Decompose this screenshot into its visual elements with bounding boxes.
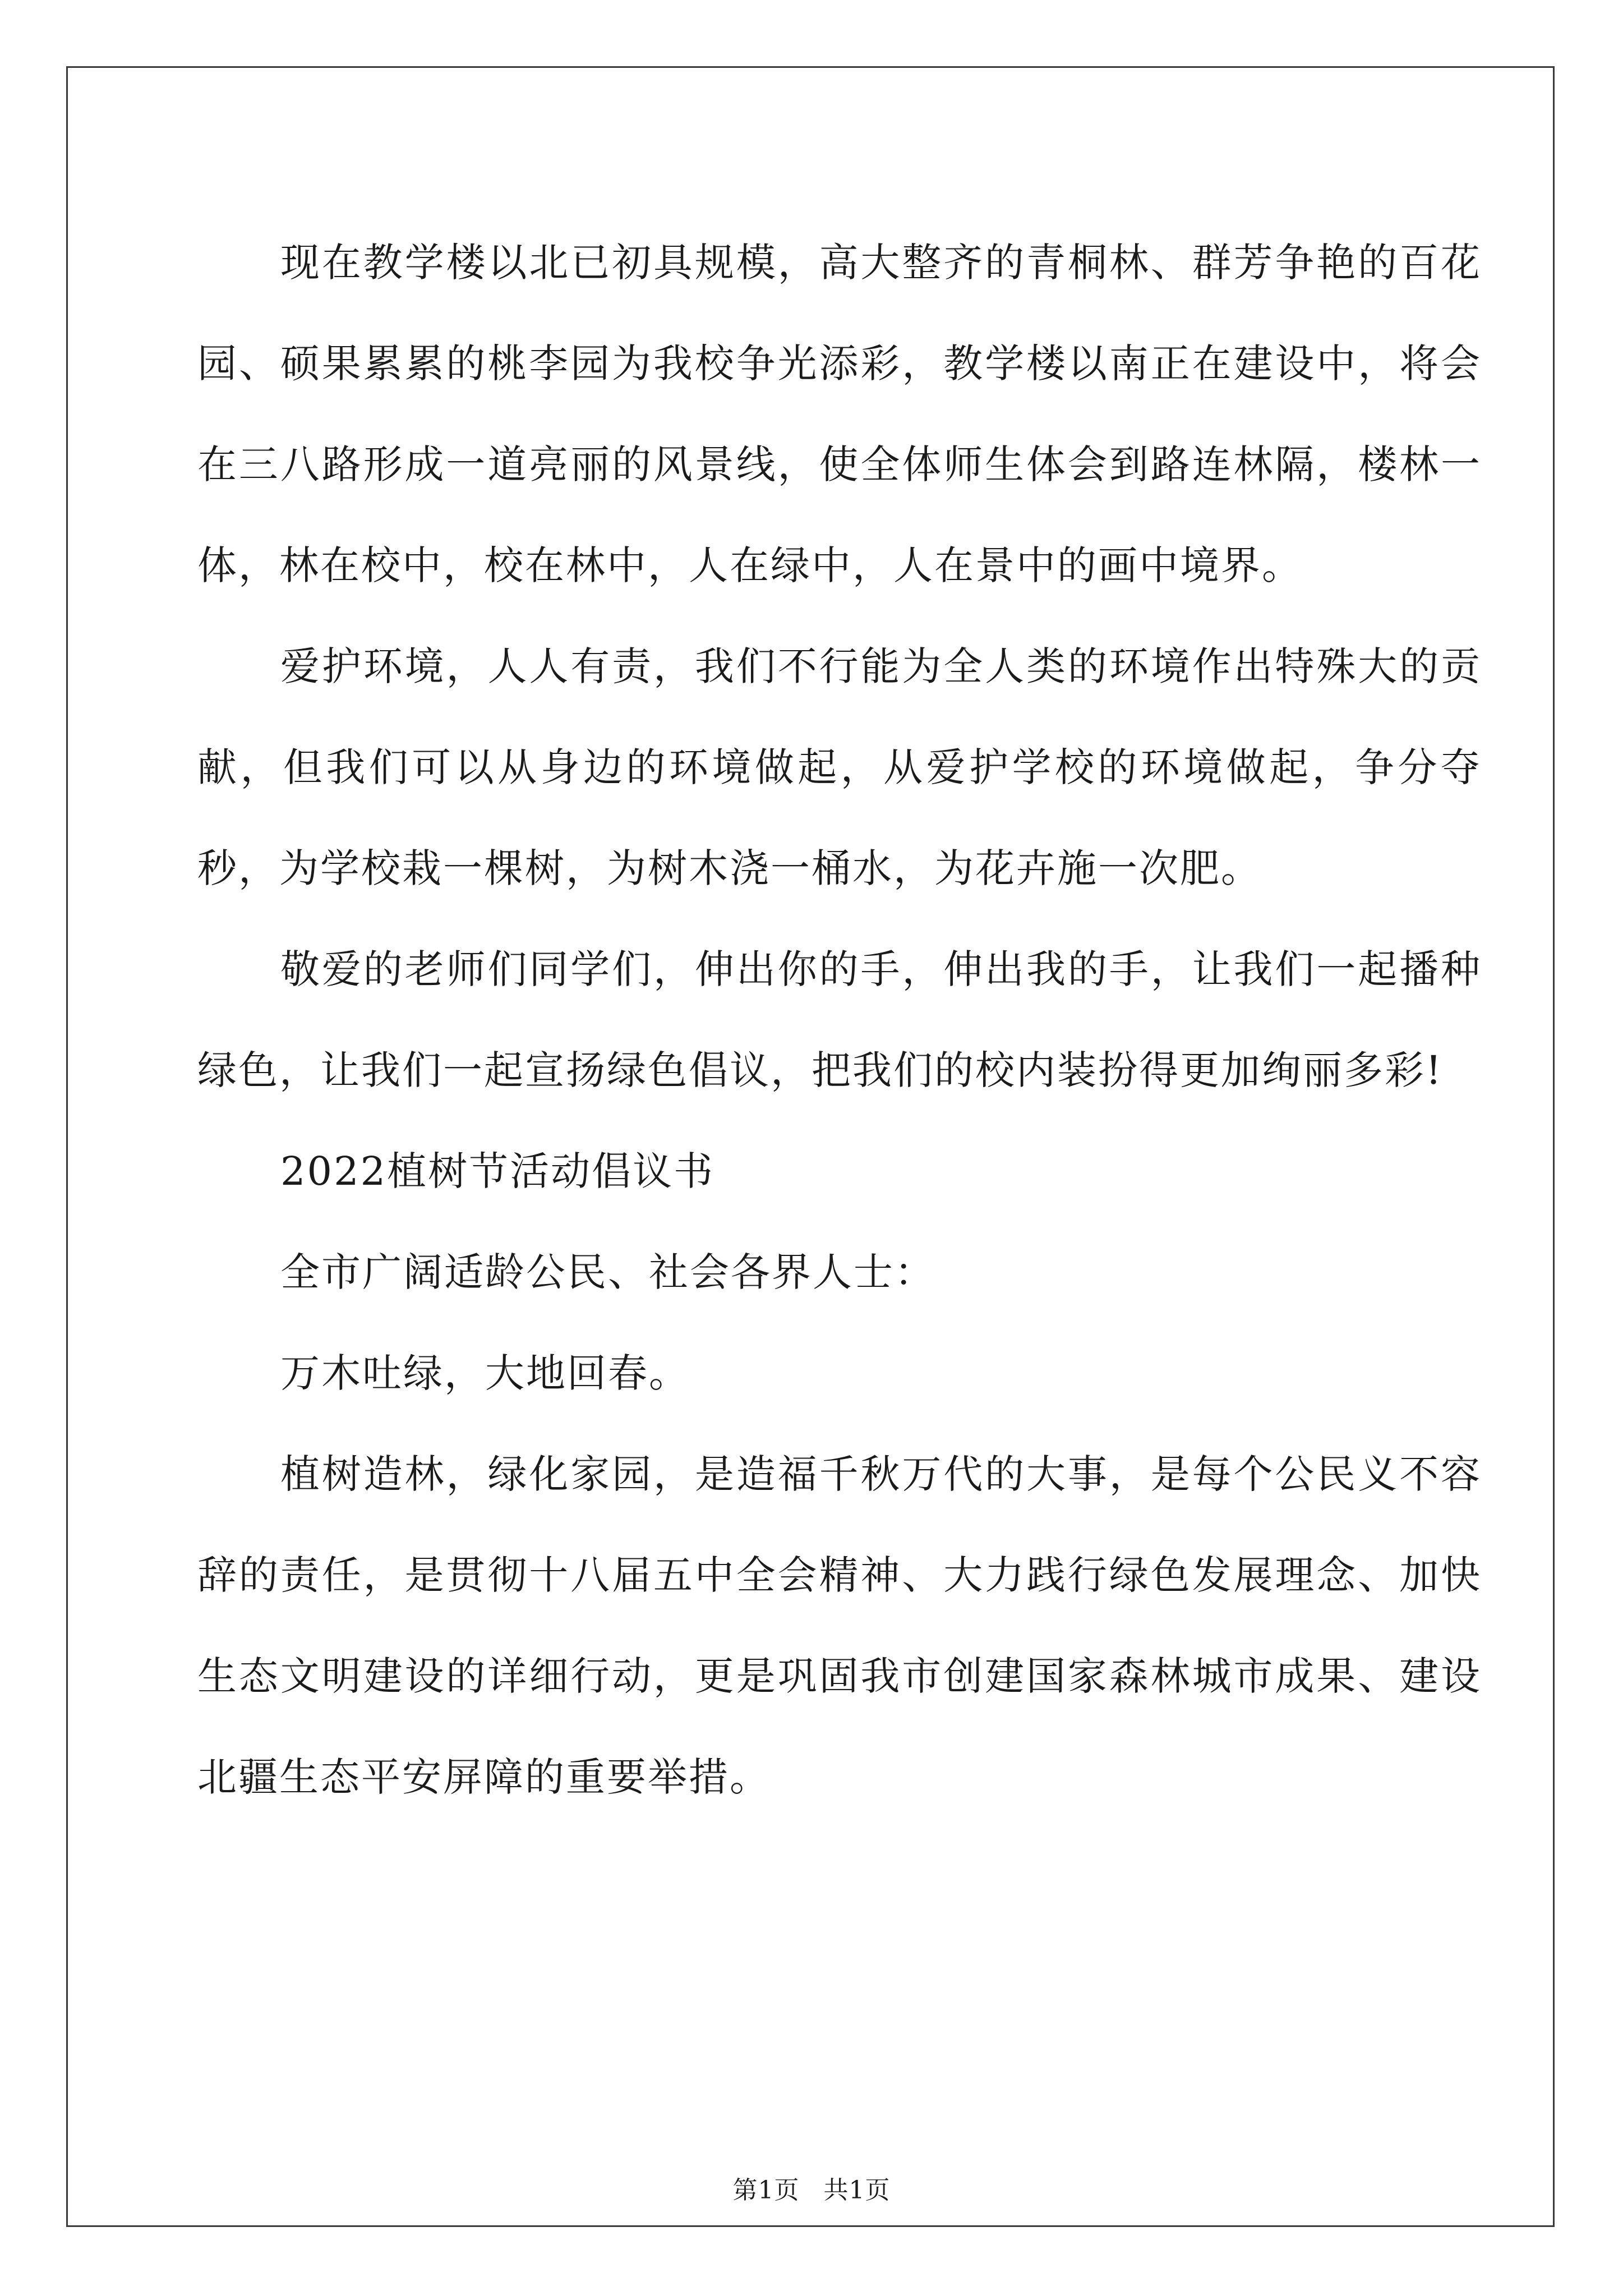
document-body	[197, 212, 1482, 1828]
section-title: 2022植树节活动倡议书	[280, 1148, 715, 1194]
page-footer	[0, 2170, 1623, 2206]
page-total: 共1页	[823, 2176, 891, 2205]
paragraph-afforestation: 植树造林，绿化家园，是造福千秋万代的大事，是每个公民义不容辞的责任，是贯彻十八届五中全会精神、大力践行绿色发展理念、加快生态文明建设的详细行动，更是巩固我市创建国家森林城市成果、建设北疆生态平安屏障的重要举措。	[197, 1451, 1482, 1800]
paragraph-protect-environment: 爱护环境，人人有责，我们不行能为全人类的环境作出特殊大的贡献，但我们可以从身边的环境做起，从爱护学校的环境做起，争分夺秒，为学校栽一棵树，为树木浇一桶水，为花卉施一次肥。	[197, 643, 1482, 891]
opening-line: 万木吐绿，大地回春。	[280, 1350, 690, 1396]
paragraph-campus-greening: 现在教学楼以北已初具规模，高大整齐的青桐林、群芳争艳的百花园、硕果累累的桃李园为我校争光添彩，教学楼以南正在建设中，将会在三八路形成一道亮丽的风景线，使全体师生体会到路连林隔，楼林一体，林在校中，校在林中，人在绿中，人在景中的画中境界。	[197, 240, 1482, 588]
page-number: 第1页	[732, 2176, 800, 2205]
paragraph-call-to-action: 敬爱的老师们同学们，伸出你的手，伸出我的手，让我们一起播种绿色，让我们一起宣扬绿色倡议，把我们的校内装扮得更加绚丽多彩!	[197, 946, 1482, 1093]
salutation: 全市广阔适龄公民、社会各界人士：	[280, 1249, 935, 1295]
